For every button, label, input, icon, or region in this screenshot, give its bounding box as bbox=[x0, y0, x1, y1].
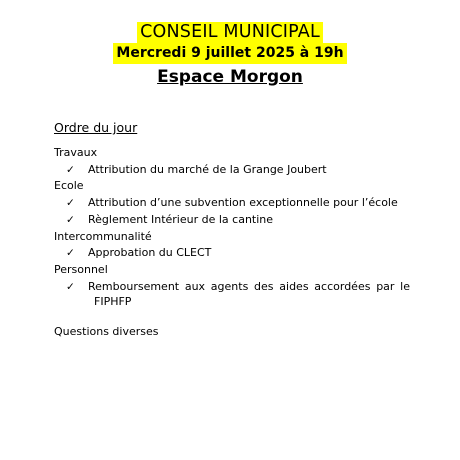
agenda-item bbox=[54, 195, 410, 212]
section-heading: Travaux bbox=[54, 146, 98, 159]
checkmark-icon: ✓ bbox=[66, 163, 75, 176]
meeting-title-text: CONSEIL MUNICIPAL bbox=[137, 22, 323, 43]
document-header bbox=[0, 22, 460, 87]
agenda-item-text: Attribution du marché de la Grange Joubert bbox=[88, 162, 327, 176]
agenda-item-text: Approbation du CLECT bbox=[88, 246, 212, 260]
meeting-place: Espace Morgon bbox=[157, 67, 303, 87]
agenda-item-text: Remboursement aux agents des aides accordées par le bbox=[88, 279, 410, 293]
checkmark-icon: ✓ bbox=[66, 247, 75, 260]
section-heading: Ecole bbox=[54, 179, 84, 193]
agenda-title: Ordre du jour bbox=[54, 120, 138, 135]
agenda-item bbox=[54, 245, 410, 262]
section-heading: Intercommunalité bbox=[54, 229, 152, 243]
checkmark-icon: ✓ bbox=[66, 213, 75, 226]
agenda-item bbox=[54, 212, 410, 229]
agenda-item bbox=[54, 162, 410, 179]
agenda-item-text: Attribution d’une subvention exceptionnelle pour l’école bbox=[88, 196, 398, 210]
agenda-section-intercommunalite bbox=[54, 229, 410, 262]
agenda-item-text: Règlement Intérieur de la cantine bbox=[88, 212, 274, 226]
checkmark-icon: ✓ bbox=[66, 197, 75, 210]
agenda-item-continuation: FIPHFP bbox=[94, 295, 132, 309]
agenda-section-ecole bbox=[54, 178, 410, 228]
meeting-date-text: Mercredi 9 juillet 2025 à 19h bbox=[113, 43, 346, 64]
agenda-item bbox=[54, 279, 410, 296]
questions-diverses: Questions diverses bbox=[54, 325, 159, 339]
agenda-section-travaux bbox=[54, 145, 410, 178]
agenda bbox=[54, 119, 410, 341]
meeting-title bbox=[0, 22, 460, 43]
agenda-section-personnel bbox=[54, 262, 410, 311]
section-heading: Personnel bbox=[54, 262, 108, 276]
meeting-date bbox=[0, 43, 460, 64]
checkmark-icon: ✓ bbox=[66, 280, 75, 293]
